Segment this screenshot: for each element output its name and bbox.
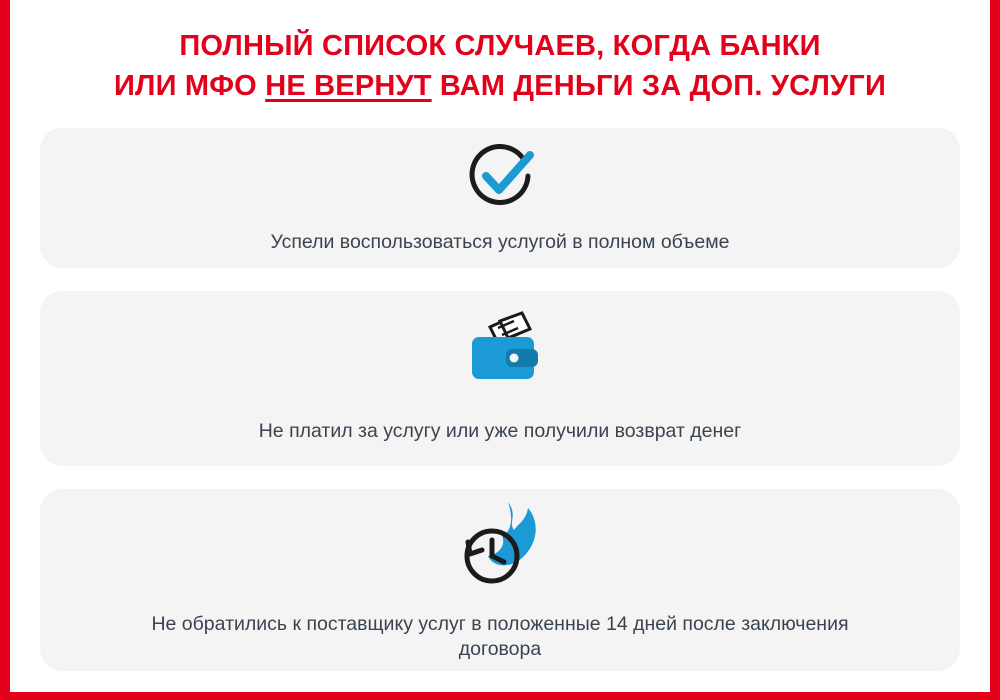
case-card-list (40, 128, 960, 671)
case-card (40, 489, 960, 671)
bottom-red-bar (0, 692, 1000, 700)
left-red-edge-bar (0, 0, 10, 700)
case-card (40, 128, 960, 268)
page-title (40, 26, 960, 106)
page-title-emphasis: НЕ ВЕРНУТ (265, 70, 432, 103)
page-title-line-2 (40, 66, 960, 106)
right-red-edge-bar (990, 0, 1000, 700)
page-title-line-1: ПОЛНЫЙ СПИСОК СЛУЧАЕВ, КОГДА БАНКИ (179, 30, 821, 62)
page-title-line-2-part-1: ИЛИ МФО (113, 70, 266, 103)
wallet-with-cash-icon (454, 311, 546, 397)
case-card-label: Не обратились к поставщику услуг в положенные 14 дней после заключения договора (151, 612, 849, 661)
clock-deadline-flame-icon (448, 496, 552, 592)
infographic-page (10, 0, 990, 700)
case-card-label: Успели воспользоваться услугой в полном объеме (270, 231, 730, 254)
check-circle-icon (462, 138, 538, 214)
case-card (40, 291, 960, 466)
page-title-line-2-part-2: ВАМ ДЕНЬГИ ЗА ДОП. УСЛУГИ (431, 70, 886, 103)
case-card-label: Не платил за услугу или уже получили возврат денег (258, 419, 742, 442)
